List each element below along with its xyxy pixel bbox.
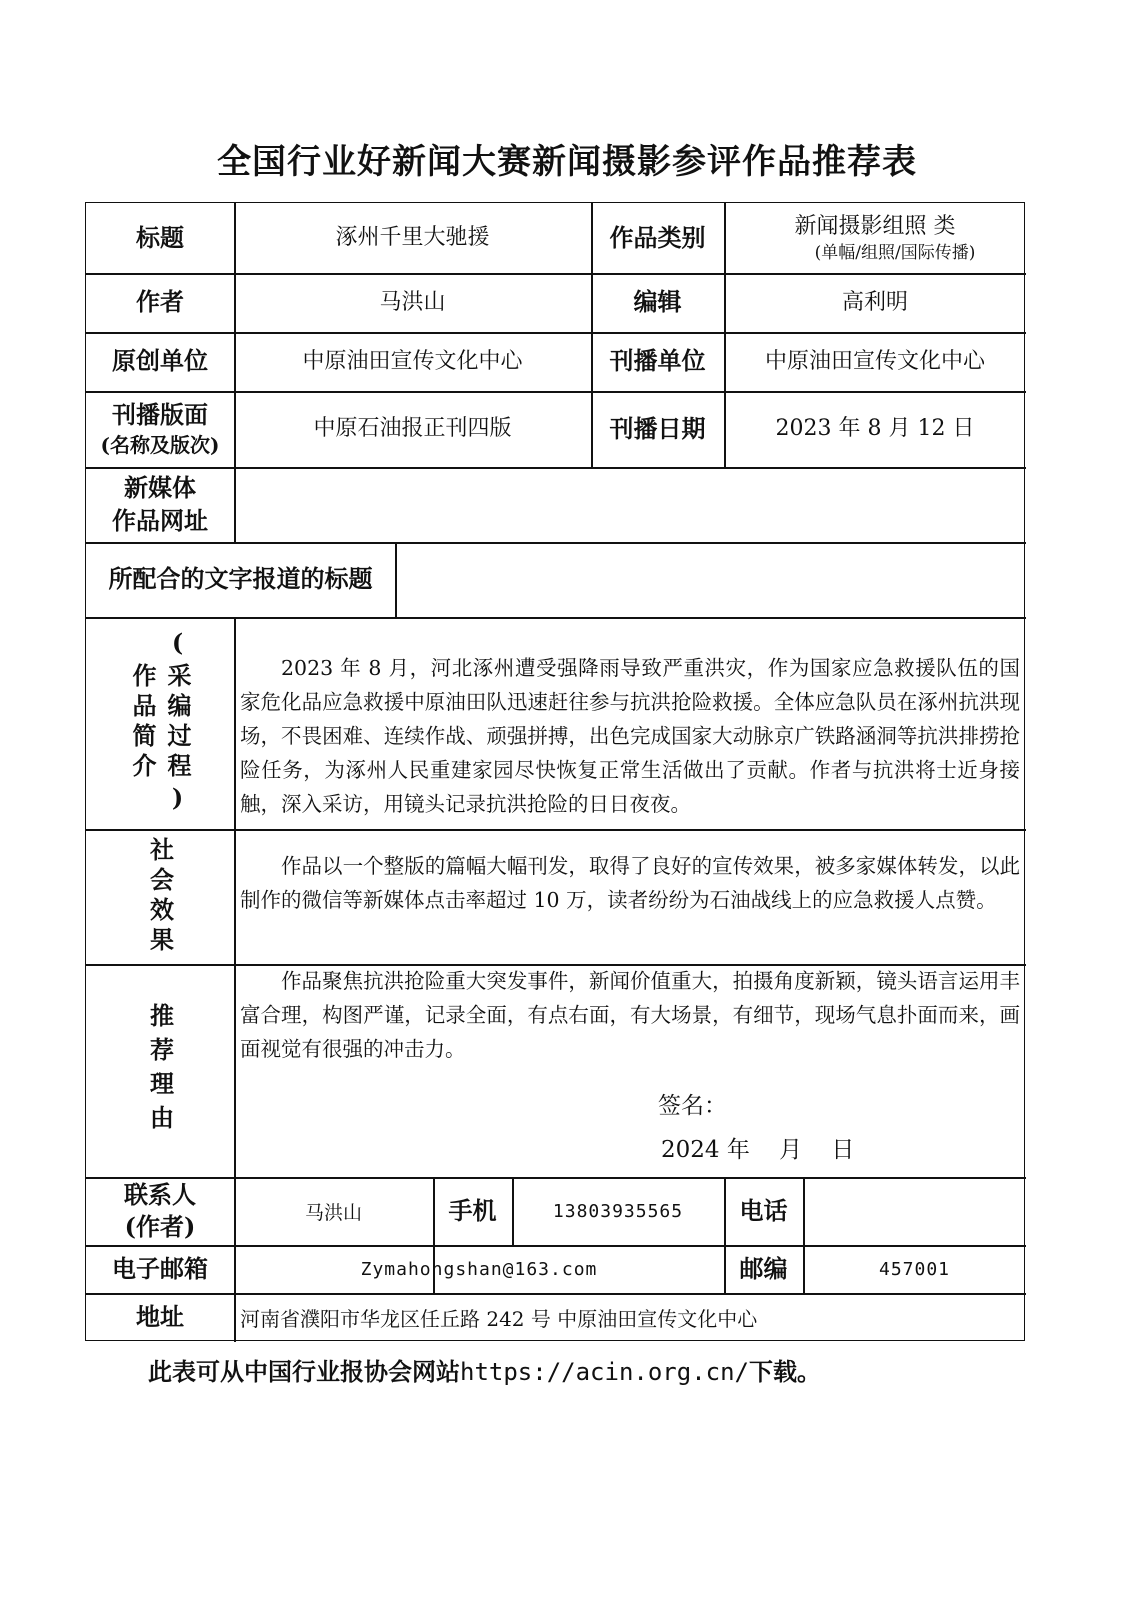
- reason-text: 作品聚焦抗洪抢险重大突发事件，新闻价值重大，拍摄角度新颖，镜头语言运用丰富合理，构图严谨，记录全面，有点右面，有大场景，有细节，现场气息扑面而来，画面视觉有很强的冲击力。: [240, 969, 1020, 1061]
- editor-label: 编辑: [633, 287, 682, 317]
- origin-label: 原创单位: [112, 346, 208, 376]
- text-report-label: 所配合的文字报道的标题: [108, 564, 373, 594]
- mobile-label: 手机: [448, 1195, 497, 1225]
- title-value: 涿州千里大驰援: [335, 225, 490, 251]
- page-title: 全国行业好新闻大赛新闻摄影参评作品推荐表: [217, 142, 917, 182]
- footer-prefix: 此表可从中国行业报协会网站: [148, 1357, 460, 1386]
- newmedia-label-cell: [86, 467, 234, 542]
- newmedia-label-line2: 作品网址: [112, 505, 208, 535]
- reason-label: 推荐理由: [145, 1002, 175, 1139]
- footer-suffix: 下载。: [748, 1357, 821, 1386]
- sign-label: 签名：: [658, 1093, 727, 1119]
- reason-label-cell: [86, 964, 234, 1177]
- social-label-cell: [86, 829, 234, 964]
- footer-note: [148, 1352, 821, 1387]
- category-value: 新闻摄影组照 类: [794, 214, 956, 240]
- newmedia-label-line1: 新媒体: [124, 473, 196, 503]
- recommendation-form: [85, 202, 1025, 1341]
- editor-value: 高利明: [841, 289, 908, 315]
- contact-label-line2: (作者): [124, 1212, 196, 1241]
- address-value: 河南省濮阳市华龙区任丘路 242 号 中原油田宣传文化中心: [240, 1307, 758, 1331]
- layout-label-sub: (名称及版次): [100, 432, 220, 457]
- date-value: 2023 年 8 月 12 日: [775, 416, 975, 442]
- author-value: 马洪山: [379, 289, 446, 315]
- process-label: (采编过程)作品简介: [128, 628, 192, 818]
- category-hint: (单幅/组照/国际传播): [814, 242, 976, 263]
- contact-label-cell: [86, 1177, 234, 1245]
- phone-value: [803, 1177, 1026, 1245]
- author-label: 作者: [136, 287, 184, 317]
- email-label: 电子邮箱: [112, 1253, 208, 1283]
- title-label: 标题: [136, 222, 184, 252]
- process-text: 2023 年 8 月，河北涿州遭受强降雨导致严重洪灾，作为国家应急救援队伍的国家危化品应急救援中原油田队迅速赶往参与抗洪抢险救援。全体应急队员在涿州抗洪现场，不畏困难、连续作战、顽强拼搏，出色完成国家大动脉京广铁路涵洞等抗洪排捞抢险任务，为涿州人民重建家园尽快恢复正常生活做出了贡献。作者与抗洪将士近身接触，深入采访，用镜头记录抗洪抢险的日日夜夜。: [240, 656, 1020, 816]
- layout-label: 刊播版面: [112, 400, 208, 430]
- contact-value: 马洪山: [304, 1201, 362, 1224]
- process-label-cell: [86, 617, 234, 829]
- layout-value: 中原石油报正刊四版: [313, 416, 512, 442]
- footer-url-link[interactable]: https://acin.org.cn/: [460, 1358, 749, 1386]
- origin-value: 中原油田宣传文化中心: [302, 348, 523, 374]
- publisher-value: 中原油田宣传文化中心: [764, 348, 985, 374]
- newmedia-value: [234, 467, 1026, 542]
- layout-label-cell: [86, 391, 234, 467]
- address-label: 地址: [136, 1302, 184, 1332]
- social-text: 作品以一个整版的篇幅大幅刊发，取得了良好的宣传效果，被多家媒体转发，以此制作的微信等新媒体点击率超过 10 万，读者纷纷为石油战线上的应急救援人点赞。: [240, 854, 1020, 912]
- email-value: Zymahongshan@163.com: [360, 1258, 598, 1280]
- contact-label-line1: 联系人: [124, 1179, 196, 1209]
- date-label: 刊播日期: [609, 413, 706, 443]
- mobile-value: 13803935565: [552, 1200, 684, 1222]
- postcode-label: 邮编: [739, 1253, 788, 1283]
- category-cell: [724, 203, 1026, 273]
- social-label: 社会效果: [145, 836, 175, 957]
- publisher-label: 刊播单位: [609, 346, 706, 376]
- text-report-value: [395, 542, 1026, 617]
- category-label: 作品类别: [609, 222, 706, 252]
- postcode-value: 457001: [878, 1258, 951, 1280]
- phone-label: 电话: [739, 1195, 788, 1225]
- sign-date: 2024 年 月 日: [661, 1137, 855, 1163]
